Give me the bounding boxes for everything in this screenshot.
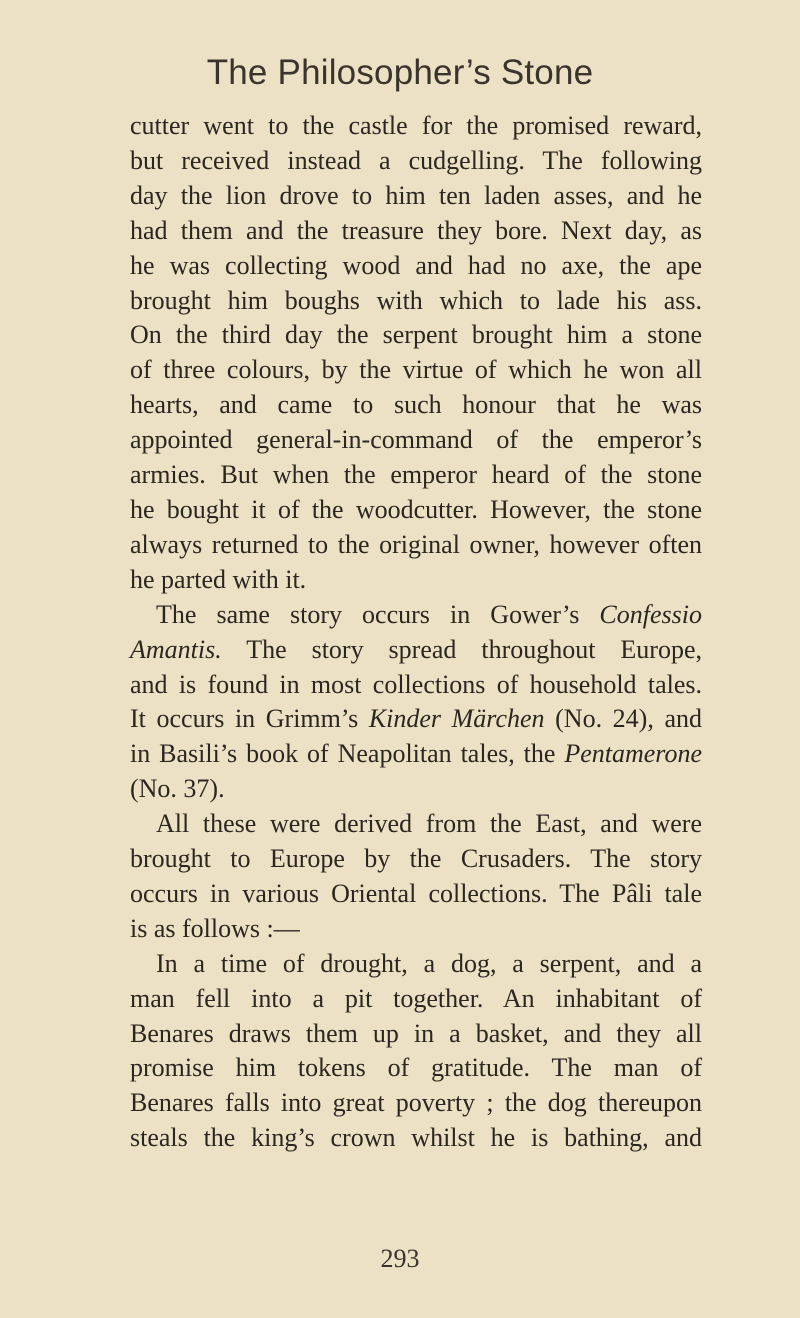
text-line: man fell into a pit together. An inhabitant of (130, 983, 702, 1013)
paragraph-3 (130, 807, 702, 947)
text-line: appointed general-in-command of the emperor’s (130, 425, 702, 455)
text-line (130, 633, 702, 668)
text-line: brought to Europe by the Crusaders. The story (130, 844, 702, 874)
text-run: It occurs in Grimm’s (130, 704, 369, 734)
running-head: The Philosopher’s Stone (206, 53, 594, 92)
text-run: The story spread throughout Europe, (221, 634, 702, 664)
page-number: 293 (380, 1244, 420, 1273)
text-line: brought him boughs with which to lade his ass. (130, 285, 702, 315)
text-line: always returned to the original owner, however often (130, 529, 702, 559)
text-line: he parted with it. (130, 564, 307, 594)
text-line: Benares draws them up in a basket, and they all (130, 1018, 702, 1048)
text-run: The same story occurs in Gower’s (156, 599, 600, 629)
text-line: he bought it of the woodcutter. However, the stone (130, 494, 702, 524)
text-line: had them and the treasure they bore. Next day, as (130, 215, 702, 245)
text-line: but received instead a cudgelling. The following (130, 145, 702, 175)
text-line: day the lion drove to him ten laden asses, and he (130, 180, 702, 210)
text-line: On the third day the serpent brought him a stone (130, 320, 702, 350)
text-line: and is found in most collections of household tales. (130, 669, 702, 699)
text-line (130, 598, 702, 633)
text-line: of three colours, by the virtue of which he won all (130, 355, 702, 385)
italic-title-kinder-marchen: Kinder Märchen (368, 704, 545, 734)
text-line: hearts, and came to such honour that he was (130, 390, 702, 420)
text-line: is as follows :— (130, 913, 300, 943)
text-line: promise him tokens of gratitude. The man of (130, 1053, 702, 1083)
text-line: occurs in various Oriental collections. The Pâli tale (130, 878, 702, 908)
text-line: he was collecting wood and had no axe, the ape (130, 250, 702, 280)
text-line: All these were derived from the East, and were (156, 809, 702, 839)
text-line (130, 737, 702, 772)
text-line: cutter went to the castle for the promised reward, (130, 111, 702, 140)
text-line: armies. But when the emperor heard of the stone (130, 460, 702, 490)
text-line: In a time of drought, a dog, a serpent, and a (156, 948, 702, 978)
text-line: (No. 37). (130, 774, 225, 804)
italic-title-pentamerone: Pentamerone (564, 739, 702, 769)
text-line: Benares falls into great poverty ; the dog thereupon (130, 1088, 702, 1118)
text-run: in Basili’s book of Neapolitan tales, the (130, 739, 565, 769)
text-run: (No. 24), and (544, 704, 702, 734)
text-line (130, 702, 702, 737)
text-line: steals the king’s crown whilst he is bathing, and (130, 1123, 702, 1153)
paragraph-2 (130, 598, 702, 807)
paragraph-1 (130, 109, 702, 598)
paragraph-4 (130, 947, 702, 1156)
body-text (130, 109, 702, 1156)
italic-title-amantis: Amantis. (130, 634, 222, 664)
italic-title-confessio: Confessio (599, 599, 702, 629)
